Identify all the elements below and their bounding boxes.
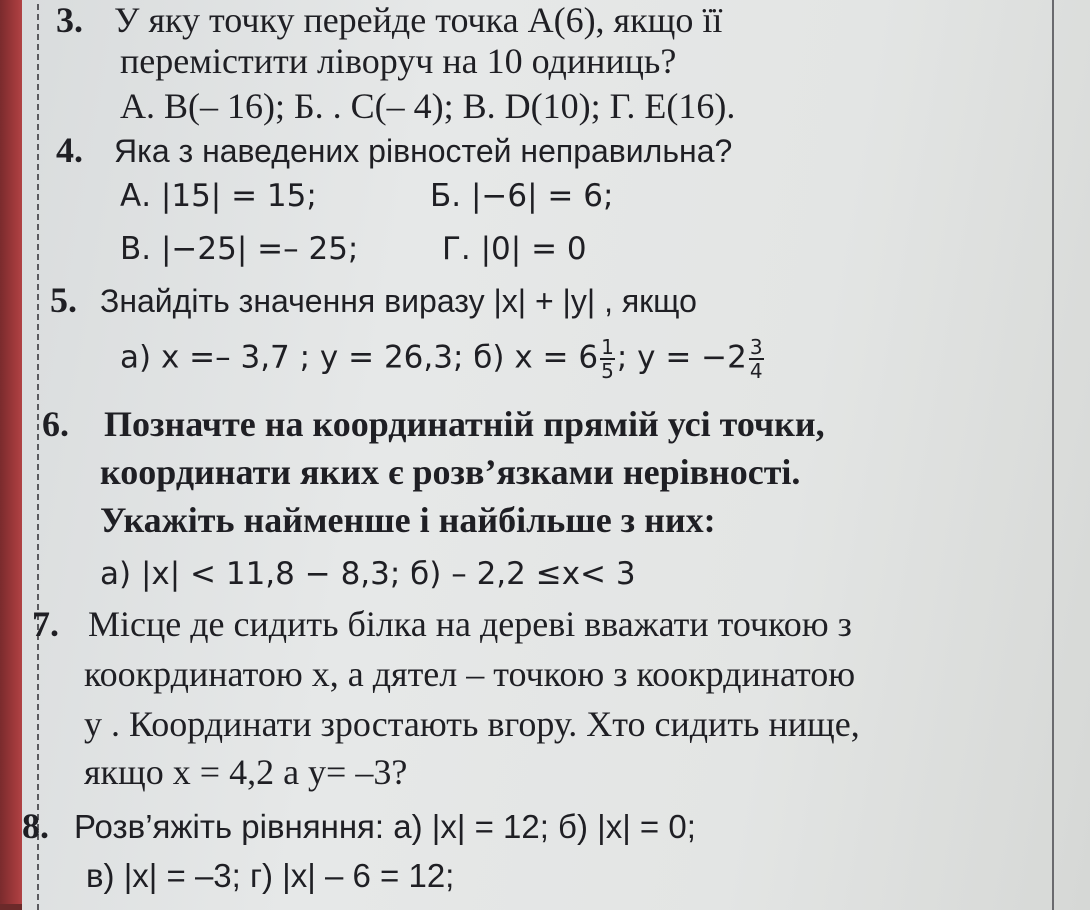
problem-3-text-1: У яку точку перейде точка А(6), якщо її [114,0,723,40]
problem-5-number: 5. [50,280,77,320]
fraction-one-fifth [600,336,615,382]
problem-6-text-1: Позначте на координатній прямій усі точки, [104,404,825,444]
problem-3-number: 3. [56,0,83,40]
problem-8-number: 8. [22,806,49,846]
fraction-2-denominator: 4 [749,359,763,383]
problem-8-line-1 [22,806,696,847]
problem-7-line-2: коокрдинатою х, а дятел – точкою з коокрдинатою [84,654,856,694]
problem-7-line-1 [32,604,852,644]
problem-4-number: 4. [56,130,83,170]
problem-6-number: 6. [42,404,69,444]
problem-3-line-2: перемістити ліворуч на 10 одиниць? [120,41,677,81]
worksheet-page [22,0,1090,910]
problem-5-part-a: а) x =– 3,7 ; y = 26,3; б) x = 6 [120,339,599,376]
problem-4-option-d: Г. |0| = 0 [442,231,587,267]
fraction-1-denominator: 5 [601,359,614,383]
problem-7-line-4: якщо x = 4,2 а y= –3? [84,752,408,792]
problem-7-line-3: у . Координати зростають вгору. Хто сидить нище, [84,704,860,744]
fraction-three-quarters [749,336,764,382]
problem-6-parts: а) |x| < 11,8 − 8,3; б) – 2,2 ≤x< 3 [100,556,636,592]
problem-7-number: 7. [32,604,59,644]
fraction-2-numerator: 3 [749,335,763,359]
problem-4-text: Яка з наведених рівностей неправильна? [114,133,733,169]
problem-6-line-2: координати яких є розв’язками нерівності. [100,452,801,492]
problem-4-line-1 [56,130,732,171]
margin-line-left [37,0,39,910]
problem-4-option-a: А. |15| = 15; [120,178,317,214]
problem-8-text-1: Розв’яжіть рівняння: а) |x| = 12; б) |x| = 0; [74,808,696,845]
problem-6-line-1 [42,404,825,444]
fraction-1-numerator: 1 [601,335,614,359]
problem-5-mid: ; y = −2 [616,339,747,376]
problem-4-option-b: Б. |−6| = 6; [430,178,614,214]
problem-3-options: А. B(– 16); Б. . C(– 4); В. D(10); Г. E(16). [120,86,736,126]
problem-7-text-1: Місце де сидить білка на дереві вважати точкою з [88,604,852,644]
problem-6-line-3: Укажіть найменше і найбільше з них: [100,500,716,540]
problem-5-parts [120,336,766,382]
problem-8-line-2: в) |x| = –3; г) |x| – 6 = 12; [86,857,455,894]
problem-4-option-c: В. |−25| =– 25; [120,231,359,267]
margin-line-right [1052,0,1054,910]
problem-5-line-1 [50,280,697,321]
problem-5-text: Знайдіть значення виразу |x| + |y| , якщо [100,283,697,319]
problem-3-line-1 [56,0,722,40]
